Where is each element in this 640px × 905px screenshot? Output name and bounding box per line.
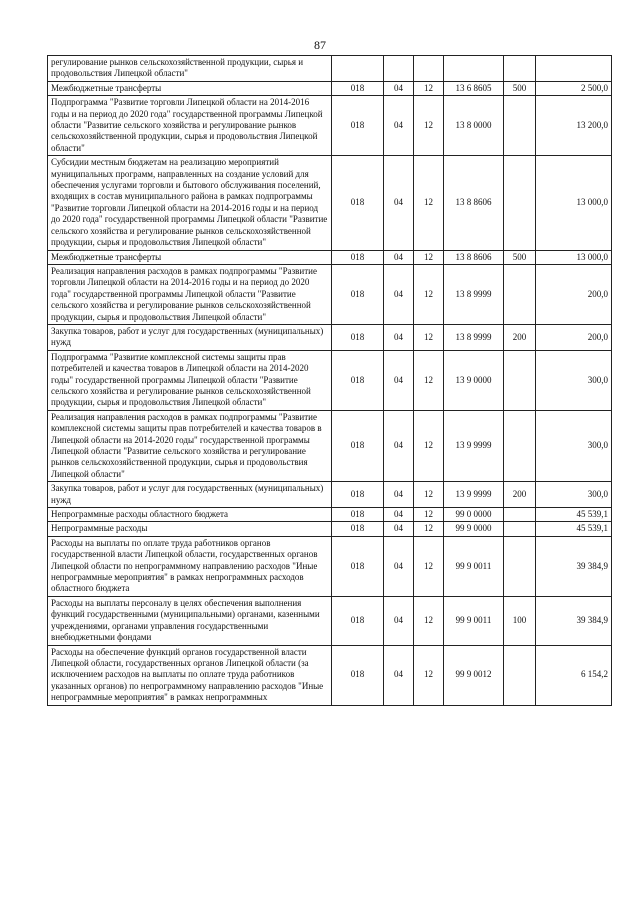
row-name-cell: Субсидии местным бюджетам на реализацию мероприятий муниципальных программ, направленных на создание условий для обеспечения услугами торговли и бытового обслуживания поселений, входящих в состав муниципального района в рамках подпрограммы "Развитие торговли Липецкой области на 2014-2016 годы и на период до 2020 года" государственной программы Липецкой области "Развитие сельского хозяйства и регулирование рынков сельскохозяйственной продукции, сырья и продовольствия Липецкой области" [48, 156, 332, 250]
article-code-cell: 13 8 9999 [444, 324, 504, 350]
amount-cell: 45 539,1 [536, 508, 612, 522]
section-code-cell: 04 [384, 522, 414, 536]
row-name-cell: Непрограммные расходы [48, 522, 332, 536]
row-name-cell: Реализация направления расходов в рамках подпрограммы "Развитие торговли Липецкой области на 2014-2016 годы и на период до 2020 года" государственной программы Липецкой области "Развитие сельского хозяйства и регулирование рынков сельскохозяйственной продукции, сырья и продовольствия Липецкой области" [48, 264, 332, 324]
amount-cell: 2 500,0 [536, 81, 612, 95]
amount-cell: 13 000,0 [536, 156, 612, 250]
table-row [48, 264, 612, 324]
expense-type-cell: 200 [504, 482, 536, 508]
article-code-cell: 13 9 9999 [444, 482, 504, 508]
row-name-cell: Межбюджетные трансферты [48, 250, 332, 264]
table-row [48, 410, 612, 481]
ministry-code-cell: 018 [332, 264, 384, 324]
row-name-cell: регулирование рынков сельскохозяйственной продукции, сырья и продовольствия Липецкой области" [48, 56, 332, 82]
table-body [48, 56, 612, 706]
section-code-cell: 04 [384, 596, 414, 645]
article-code-cell: 99 9 0000 [444, 522, 504, 536]
table-row [48, 536, 612, 596]
expense-type-cell [504, 410, 536, 481]
expense-type-cell [504, 536, 536, 596]
subsection-code-cell: 12 [414, 522, 444, 536]
budget-table [47, 55, 612, 706]
amount-cell: 13 000,0 [536, 250, 612, 264]
table-row [48, 350, 612, 410]
ministry-code-cell: 018 [332, 250, 384, 264]
expense-type-cell [504, 56, 536, 82]
expense-type-cell: 500 [504, 81, 536, 95]
table-row [48, 156, 612, 250]
subsection-code-cell: 12 [414, 482, 444, 508]
subsection-code-cell: 12 [414, 96, 444, 156]
section-code-cell: 04 [384, 482, 414, 508]
subsection-code-cell: 12 [414, 536, 444, 596]
table-row [48, 250, 612, 264]
row-name-cell: Расходы на выплаты персоналу в целях обеспечения выполнения функций государственными (муниципальными) органами, казенными учреждениями, органами управления государственными внебюджетными фондами [48, 596, 332, 645]
section-code-cell: 04 [384, 81, 414, 95]
amount-cell: 200,0 [536, 324, 612, 350]
article-code-cell: 13 8 8606 [444, 156, 504, 250]
row-name-cell: Расходы на выплаты по оплате труда работников органов государственной власти Липецкой области, государственных органов Липецкой области по непрограммному направлению расходов "Иные непрограммные мероприятия" в рамках непрограммных расходов областного бюджета [48, 536, 332, 596]
article-code-cell: 13 8 9999 [444, 264, 504, 324]
article-code-cell: 13 8 8606 [444, 250, 504, 264]
expense-type-cell [504, 645, 536, 705]
table-row [48, 596, 612, 645]
article-code-cell [444, 56, 504, 82]
expense-type-cell: 100 [504, 596, 536, 645]
ministry-code-cell: 018 [332, 482, 384, 508]
table-row [48, 56, 612, 82]
amount-cell: 300,0 [536, 410, 612, 481]
amount-cell: 39 384,9 [536, 536, 612, 596]
ministry-code-cell: 018 [332, 645, 384, 705]
row-name-cell: Закупка товаров, работ и услуг для государственных (муниципальных) нужд [48, 482, 332, 508]
subsection-code-cell [414, 56, 444, 82]
subsection-code-cell: 12 [414, 324, 444, 350]
row-name-cell: Непрограммные расходы областного бюджета [48, 508, 332, 522]
article-code-cell: 99 9 0012 [444, 645, 504, 705]
page-number: 87 [314, 38, 326, 52]
amount-cell: 300,0 [536, 350, 612, 410]
article-code-cell: 13 8 0000 [444, 96, 504, 156]
article-code-cell: 13 9 9999 [444, 410, 504, 481]
row-name-cell: Межбюджетные трансферты [48, 81, 332, 95]
ministry-code-cell: 018 [332, 410, 384, 481]
expense-type-cell: 500 [504, 250, 536, 264]
section-code-cell: 04 [384, 508, 414, 522]
ministry-code-cell: 018 [332, 536, 384, 596]
expense-type-cell [504, 508, 536, 522]
subsection-code-cell: 12 [414, 264, 444, 324]
table-row [48, 81, 612, 95]
section-code-cell: 04 [384, 96, 414, 156]
article-code-cell: 13 6 8605 [444, 81, 504, 95]
section-code-cell: 04 [384, 250, 414, 264]
expense-type-cell [504, 156, 536, 250]
amount-cell: 13 200,0 [536, 96, 612, 156]
article-code-cell: 99 9 0011 [444, 596, 504, 645]
row-name-cell: Закупка товаров, работ и услуг для государственных (муниципальных) нужд [48, 324, 332, 350]
ministry-code-cell: 018 [332, 324, 384, 350]
section-code-cell: 04 [384, 410, 414, 481]
table-row [48, 482, 612, 508]
article-code-cell: 99 9 0011 [444, 536, 504, 596]
table-row [48, 324, 612, 350]
subsection-code-cell: 12 [414, 350, 444, 410]
ministry-code-cell: 018 [332, 81, 384, 95]
expense-type-cell: 200 [504, 324, 536, 350]
ministry-code-cell: 018 [332, 596, 384, 645]
expense-type-cell [504, 522, 536, 536]
section-code-cell: 04 [384, 264, 414, 324]
subsection-code-cell: 12 [414, 81, 444, 95]
amount-cell: 39 384,9 [536, 596, 612, 645]
subsection-code-cell: 12 [414, 645, 444, 705]
section-code-cell: 04 [384, 645, 414, 705]
expense-type-cell [504, 264, 536, 324]
row-name-cell: Подпрограмма "Развитие торговли Липецкой области на 2014-2016 годы и на период до 2020 года" государственной программы Липецкой области "Развитие сельского хозяйства и регулирование рынков сельскохозяйственной продукции, сырья и продовольствия Липецкой области" [48, 96, 332, 156]
ministry-code-cell: 018 [332, 96, 384, 156]
subsection-code-cell: 12 [414, 156, 444, 250]
amount-cell: 6 154,2 [536, 645, 612, 705]
section-code-cell [384, 56, 414, 82]
ministry-code-cell [332, 56, 384, 82]
amount-cell: 300,0 [536, 482, 612, 508]
subsection-code-cell: 12 [414, 410, 444, 481]
subsection-code-cell: 12 [414, 250, 444, 264]
ministry-code-cell: 018 [332, 156, 384, 250]
table-row [48, 645, 612, 705]
table-row [48, 522, 612, 536]
subsection-code-cell: 12 [414, 508, 444, 522]
row-name-cell: Реализация направления расходов в рамках подпрограммы "Развитие комплексной системы защиты прав потребителей и качества товаров в Липецкой области на 2014-2020 годы" государственной программы Липецкой области "Развитие сельского хозяйства и регулирование рынков сельскохозяйственной продукции, сырья и продовольствия Липецкой области" [48, 410, 332, 481]
ministry-code-cell: 018 [332, 508, 384, 522]
amount-cell: 200,0 [536, 264, 612, 324]
table-row [48, 508, 612, 522]
expense-type-cell [504, 350, 536, 410]
amount-cell [536, 56, 612, 82]
ministry-code-cell: 018 [332, 350, 384, 410]
section-code-cell: 04 [384, 156, 414, 250]
section-code-cell: 04 [384, 536, 414, 596]
table-row [48, 96, 612, 156]
row-name-cell: Расходы на обеспечение функций органов государственной власти Липецкой области, государственных органов Липецкой области (за исключением расходов на выплаты по оплате труда работников указанных органов) по непрограммному направлению расходов "Иные непрограммные мероприятия" в рамках непрограммных [48, 645, 332, 705]
article-code-cell: 99 0 0000 [444, 508, 504, 522]
subsection-code-cell: 12 [414, 596, 444, 645]
amount-cell: 45 539,1 [536, 522, 612, 536]
section-code-cell: 04 [384, 350, 414, 410]
article-code-cell: 13 9 0000 [444, 350, 504, 410]
row-name-cell: Подпрограмма "Развитие комплексной системы защиты прав потребителей и качества товаров в Липецкой области на 2014-2020 годы" государственной программы Липецкой области "Развитие сельского хозяйства и регулирование рынков сельскохозяйственной продукции, сырья и продовольствия Липецкой области" [48, 350, 332, 410]
expense-type-cell [504, 96, 536, 156]
ministry-code-cell: 018 [332, 522, 384, 536]
section-code-cell: 04 [384, 324, 414, 350]
